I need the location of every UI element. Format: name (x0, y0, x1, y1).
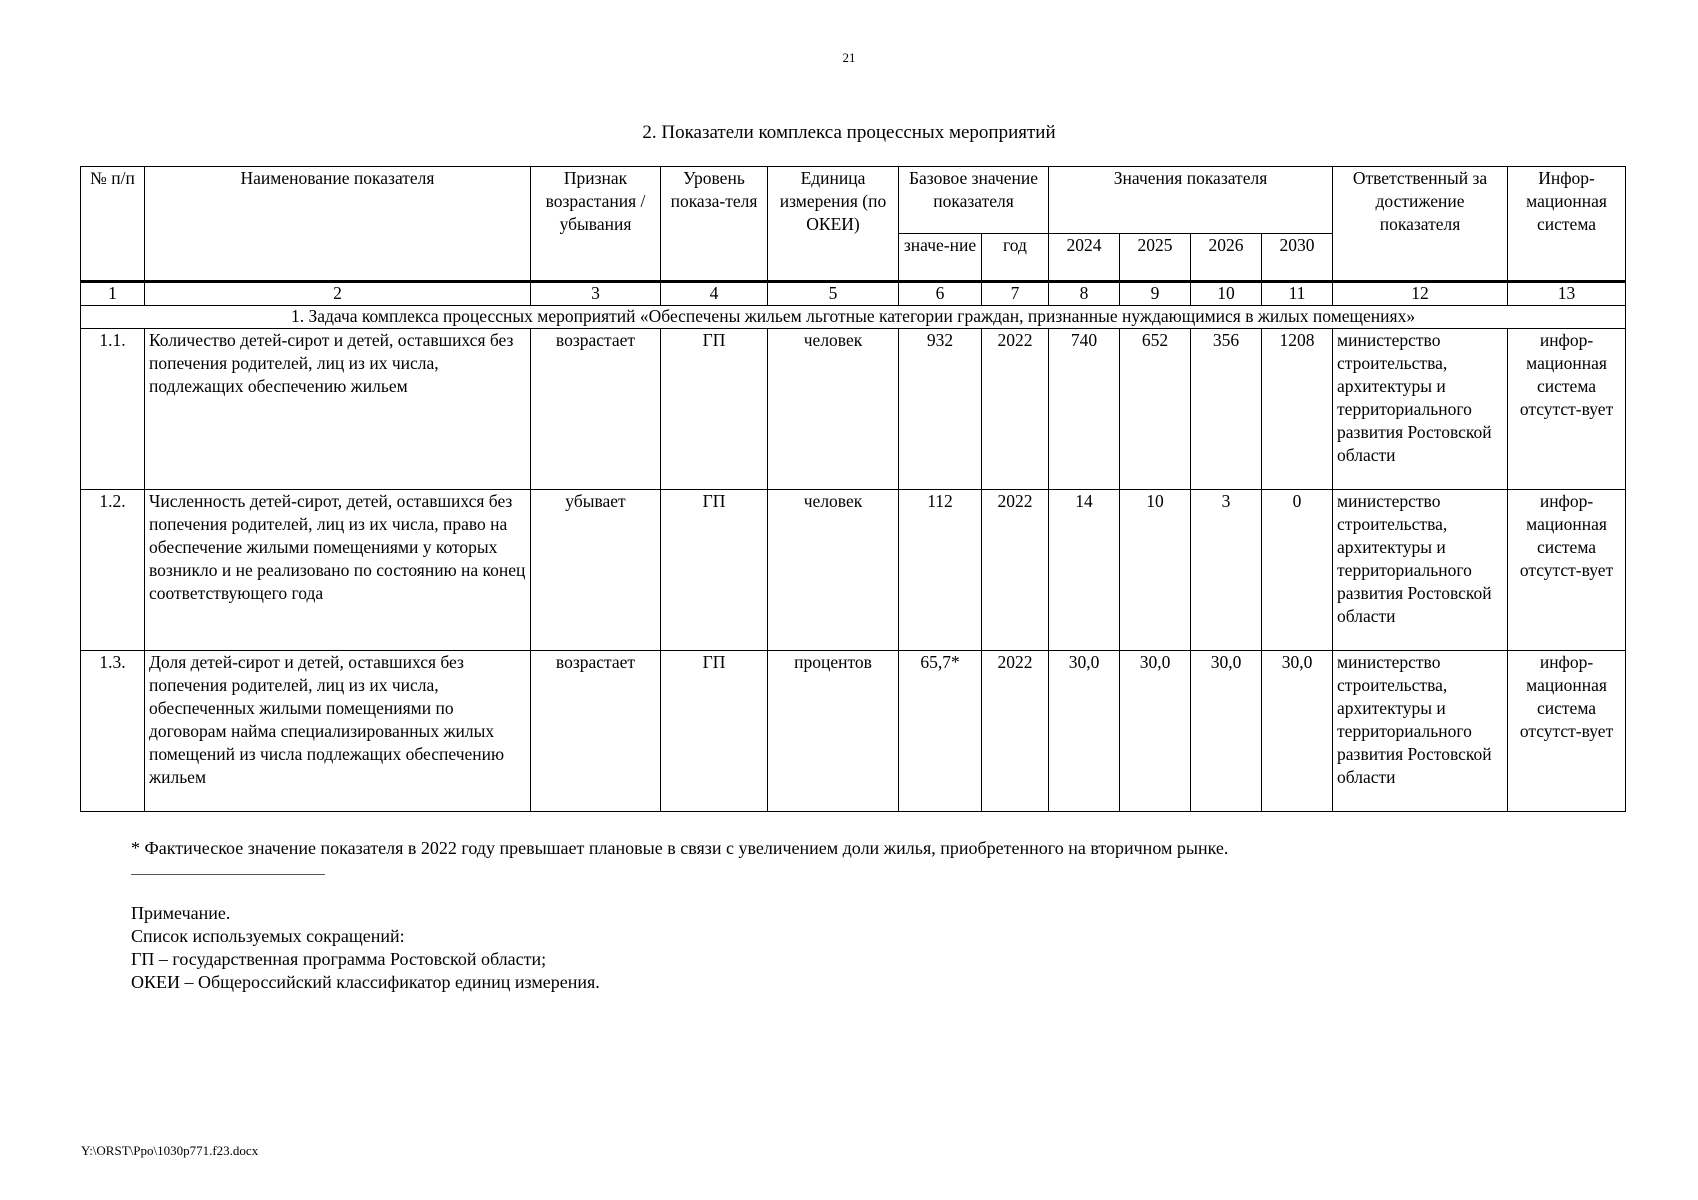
table-row (81, 329, 1626, 490)
task-title: 1. Задача комплекса процессных мероприятий «Обеспечены жильем льготные категории граждан, признанные нуждающимися в жилых помещениях» (81, 306, 1626, 329)
indicator-name: Численность детей-сирот, детей, оставшихся без попечения родителей, лиц из их числа, право на обеспечение жилыми помещениями у которых возникло и не реализовано по состоянию на конец соответствующего года (145, 490, 531, 651)
trend-cell: возрастает (531, 651, 661, 812)
base-year-cell: 2022 (982, 651, 1049, 812)
indicator-name: Количество детей-сирот и детей, оставшихся без попечения родителей, лиц из их числа, подлежащих обеспечению жильем (145, 329, 531, 490)
value-2025-cell: 652 (1120, 329, 1191, 490)
trend-cell: возрастает (531, 329, 661, 490)
value-2030-cell: 30,0 (1262, 651, 1333, 812)
header-year-2025: 2025 (1120, 234, 1191, 282)
task-row (81, 306, 1626, 329)
column-number: 2 (145, 282, 531, 306)
info-system-cell: инфор-мационная система отсутст-вует (1508, 490, 1626, 651)
value-2030-cell: 1208 (1262, 329, 1333, 490)
column-number: 9 (1120, 282, 1191, 306)
base-value-cell: 65,7* (899, 651, 982, 812)
info-system-cell: инфор-мационная система отсутст-вует (1508, 329, 1626, 490)
header-level: Уровень показа-теля (661, 167, 768, 282)
column-number: 13 (1508, 282, 1626, 306)
header-info-system: Инфор-мационная система (1508, 167, 1626, 282)
header-name: Наименование показателя (145, 167, 531, 282)
section-title: 2. Показатели комплекса процессных мероприятий (642, 122, 1056, 143)
indicator-name: Доля детей-сирот и детей, оставшихся без попечения родителей, лиц из их числа, обеспеченных жилыми помещениями по договорам найма специализированных жилых помещений из числа подлежащих обеспечению жильем (145, 651, 531, 812)
base-value-cell: 932 (899, 329, 982, 490)
column-number: 12 (1333, 282, 1508, 306)
column-number: 4 (661, 282, 768, 306)
base-year-cell: 2022 (982, 490, 1049, 651)
column-numbers-row (81, 282, 1626, 306)
value-2026-cell: 30,0 (1191, 651, 1262, 812)
column-number: 6 (899, 282, 982, 306)
base-value-cell: 112 (899, 490, 982, 651)
level-cell: ГП (661, 329, 768, 490)
header-base-year: год (982, 234, 1049, 282)
column-number: 7 (982, 282, 1049, 306)
notes-title: Примечание. (131, 903, 231, 923)
column-number: 10 (1191, 282, 1262, 306)
value-2024-cell: 14 (1049, 490, 1120, 651)
footnote-divider (131, 874, 325, 875)
responsible-cell: министерство строительства, архитектуры и территориального развития Ростовской области (1333, 329, 1508, 490)
column-number: 1 (81, 282, 145, 306)
header-values: Значения показателя (1049, 167, 1333, 234)
value-2024-cell: 30,0 (1049, 651, 1120, 812)
abbreviation-gp: ГП – государственная программа Ростовской области; (131, 949, 547, 969)
header-base: Базовое значение показателя (899, 167, 1049, 234)
file-path: Y:\ORST\Ppo\1030p771.f23.docx (81, 1143, 259, 1158)
info-system-cell: инфор-мационная система отсутст-вует (1508, 651, 1626, 812)
value-2026-cell: 356 (1191, 329, 1262, 490)
header-row-1 (81, 167, 1626, 234)
unit-cell: человек (768, 329, 899, 490)
responsible-cell: министерство строительства, архитектуры и территориального развития Ростовской области (1333, 490, 1508, 651)
trend-cell: убывает (531, 490, 661, 651)
column-number: 11 (1262, 282, 1333, 306)
responsible-cell: министерство строительства, архитектуры и территориального развития Ростовской области (1333, 651, 1508, 812)
value-2025-cell: 30,0 (1120, 651, 1191, 812)
page-number: 21 (842, 50, 856, 65)
row-num: 1.3. (81, 651, 145, 812)
header-num: № п/п (81, 167, 145, 282)
abbreviation-okei: ОКЕИ – Общероссийский классификатор единиц измерения. (131, 972, 600, 992)
column-number: 5 (768, 282, 899, 306)
header-responsible: Ответственный за достижение показателя (1333, 167, 1508, 282)
row-num: 1.1. (81, 329, 145, 490)
table-row (81, 490, 1626, 651)
column-number: 3 (531, 282, 661, 306)
abbreviations-title: Список используемых сокращений: (131, 926, 405, 946)
value-2024-cell: 740 (1049, 329, 1120, 490)
value-2030-cell: 0 (1262, 490, 1333, 651)
unit-cell: человек (768, 490, 899, 651)
footnote: * Фактическое значение показателя в 2022 году превышает плановые в связи с увеличением доли жилья, приобретенного на вторичном рынке. (131, 838, 1229, 858)
header-unit: Единица измерения (по ОКЕИ) (768, 167, 899, 282)
notes (131, 902, 600, 994)
unit-cell: процентов (768, 651, 899, 812)
header-year-2030: 2030 (1262, 234, 1333, 282)
row-num: 1.2. (81, 490, 145, 651)
header-base-value: значе-ние (899, 234, 982, 282)
indicators-table (80, 166, 1626, 812)
level-cell: ГП (661, 651, 768, 812)
header-trend: Признак возрастания / убывания (531, 167, 661, 282)
column-number: 8 (1049, 282, 1120, 306)
value-2025-cell: 10 (1120, 490, 1191, 651)
value-2026-cell: 3 (1191, 490, 1262, 651)
header-year-2024: 2024 (1049, 234, 1120, 282)
table-row (81, 651, 1626, 812)
base-year-cell: 2022 (982, 329, 1049, 490)
level-cell: ГП (661, 490, 768, 651)
header-year-2026: 2026 (1191, 234, 1262, 282)
